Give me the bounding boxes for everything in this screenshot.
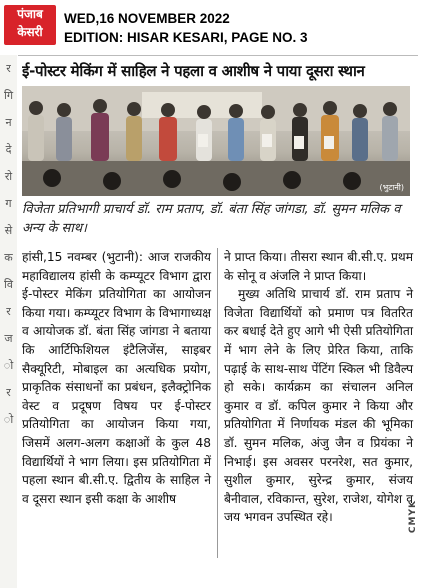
article-column-right [224, 248, 413, 527]
column-divider [217, 248, 218, 558]
article-column-left [22, 248, 211, 508]
article-paragraph: ने प्राप्त किया। तीसरा स्थान बी.सी.ए. प्रथम के सोनू व अंजलि ने प्राप्त किया। [224, 250, 413, 283]
article-paragraph: मुख्य अतिथि प्राचार्य डॉ. राम प्रताप ने विजेता विद्यार्थियों को प्रमाण पत्र वितरित कर बधाई देते हुए आगे भी ऐसी प्रतियोगिता में भाग लेने के लिए प्रेरित किया, ताकि पढ़ाई के साथ-साथ पेंटिंग स्किल भी डिवैल्प हो सके। कार्यक्रम का संचालन अनिल कुमार व डॉ. कपिल कुमार ने किया और प्रतियोगिता में निर्णायक मंडल की भूमिका डॉ. सुमन मलिक, अंजु जैन व प्रियंका ने निभाई। इस अवसर परनरेश, सत कुमार, सुशील कुमार, सुरेन्द्र कुमार, संजय बैनीवाल, रविकान्त, सुरेश, राजेश, योगेश व जय भगवन उपस्थित रहे। [224, 287, 413, 525]
clipping-top-border [18, 55, 418, 56]
fragment-char: न [5, 116, 12, 129]
print-registration-mark: CMYK [408, 500, 418, 534]
fragment-char: र [6, 305, 11, 318]
fragment-char: ो [3, 359, 14, 372]
fragment-char: दे [5, 143, 12, 156]
fragment-char: ग [5, 197, 12, 210]
edition-meta [64, 9, 308, 47]
fragment-char: से [4, 224, 13, 237]
fragment-char: क [4, 251, 13, 264]
edition-line: EDITION: HISAR KESARI, PAGE NO. 3 [64, 30, 308, 45]
fragment-char: रो [4, 170, 13, 183]
logo-line-1: पंजाब [17, 7, 43, 21]
fragment-char: र [6, 386, 11, 399]
photo-credit: (भुटानी) [379, 183, 404, 192]
group-photo [22, 86, 410, 196]
fragment-char: गि [3, 89, 14, 102]
fragment-char: ज [4, 332, 13, 345]
photo-caption: विजेता प्रतिभागी प्राचार्य डॉ. राम प्रताप, डॉ. बंता सिंह जांगडा, डॉ. सुमन मलिक व अन्य के साथ। [22, 202, 401, 236]
group-photo-illustration [22, 86, 410, 196]
date-line: WED,16 NOVEMBER 2022 [64, 11, 230, 26]
logo-line-2: केसरी [17, 25, 43, 39]
fragment-char: ो [3, 413, 14, 426]
article-headline: ई-पोस्टर मेकिंग में साहिल ने पहला व आशीष ने पाया दूसरा स्थान [22, 62, 365, 80]
fragment-char: र [6, 62, 11, 75]
clipping-header [0, 0, 423, 48]
fragment-char: वि [4, 278, 13, 291]
article-paragraph: हांसी,15 नवम्बर (भुटानी): आज राजकीय महाविद्यालय हांसी के कम्प्यूटर विभाग द्वारा ई-पोस्टर मेकिंग प्रतियोगिता का आयोजन किया गया। कम्प्यूटर विभाग के विभागाध्यक्ष व आयोजक डॉ. बंता सिंह जांगडा ने बताया कि आर्टिफिशियल इंटैलिजेंस, साइबर सैक्यूरिटी, मोबाइल का अत्यधिक प्रयोग, प्राकृतिक संसाधनों का प्रबंधन, इलैक्ट्रोनिक वेस्ट व प्रदूषण विषय पर ई-पोस्टर प्रतियोगिता का आयोजन किया गया, जिसमें अलग-अलग कक्षाओं के कुल 48 विद्यार्थियों ने भाग लिया। इस प्रतियोगिता में पहला स्थान बी.सी.ए. द्वितीय के साहिल ने व दूसरा स्थान इसी कक्षा के आशीष [22, 250, 211, 506]
newspaper-logo [4, 5, 56, 45]
adjacent-column-fragment [0, 55, 17, 588]
